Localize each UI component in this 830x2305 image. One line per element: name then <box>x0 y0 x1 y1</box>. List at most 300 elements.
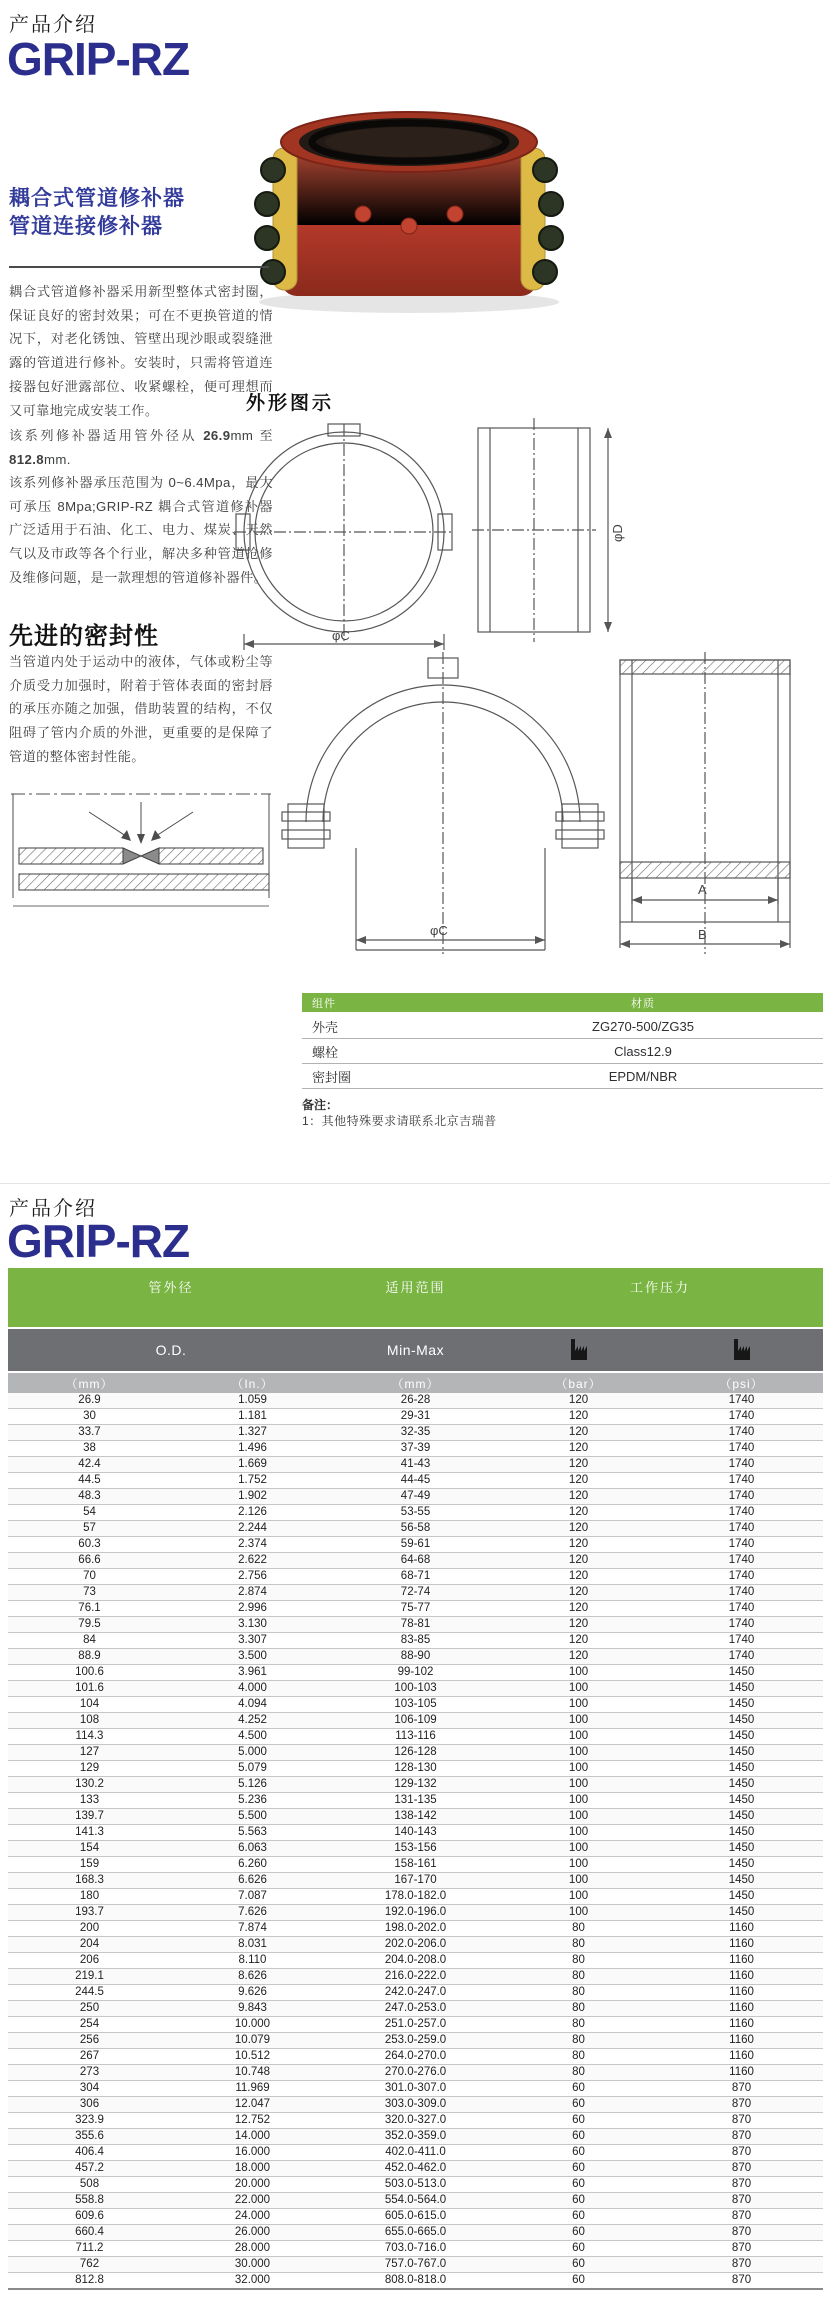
spec-cell-od-mm: 54 <box>8 1505 171 1521</box>
spec-cell-od-in: 2.622 <box>171 1553 334 1569</box>
spec-cell-od-in: 28.000 <box>171 2241 334 2257</box>
product-subtitle <box>9 185 273 241</box>
spec-row <box>8 1793 823 1809</box>
spec-row <box>8 2017 823 2033</box>
spec-row <box>8 1857 823 1873</box>
spec-row <box>8 1649 823 1665</box>
spec-cell-bar: 120 <box>497 1521 660 1537</box>
material-component-cell: 密封圈 <box>302 1064 463 1089</box>
spec-cell-psi: 1450 <box>660 1809 823 1825</box>
spec-cell-range: 303.0-309.0 <box>334 2097 497 2113</box>
spec-cell-bar: 100 <box>497 1905 660 1921</box>
spec-cell-od-mm: 812.8 <box>8 2273 171 2290</box>
spec-cell-od-mm: 66.6 <box>8 1553 171 1569</box>
spec-cell-psi: 1740 <box>660 1521 823 1537</box>
spec-row <box>8 1921 823 1937</box>
spec-cell-psi: 870 <box>660 2273 823 2290</box>
spec-sub-range: Min-Max <box>334 1328 497 1372</box>
spec-cell-range: 216.0-222.0 <box>334 1969 497 1985</box>
spec-cell-od-mm: 244.5 <box>8 1985 171 2001</box>
spec-cell-od-in: 5.500 <box>171 1809 334 1825</box>
spec-cell-bar: 100 <box>497 1777 660 1793</box>
spec-cell-bar: 60 <box>497 2145 660 2161</box>
spec-cell-range: 128-130 <box>334 1761 497 1777</box>
spec-row <box>8 2097 823 2113</box>
spec-cell-range: 503.0-513.0 <box>334 2177 497 2193</box>
spec-cell-od-in: 10.748 <box>171 2065 334 2081</box>
spec-cell-range: 131-135 <box>334 1793 497 1809</box>
spec-row <box>8 1393 823 1409</box>
spec-cell-range: 204.0-208.0 <box>334 1953 497 1969</box>
spec-cell-od-in: 5.236 <box>171 1793 334 1809</box>
spec-cell-bar: 60 <box>497 2081 660 2097</box>
spec-row <box>8 1841 823 1857</box>
materials-header-component: 组件 <box>302 993 463 1013</box>
spec-cell-od-mm: 250 <box>8 2001 171 2017</box>
spec-cell-bar: 120 <box>497 1633 660 1649</box>
spec-cell-od-in: 26.000 <box>171 2225 334 2241</box>
spec-cell-psi: 1740 <box>660 1649 823 1665</box>
spec-cell-od-in: 10.000 <box>171 2017 334 2033</box>
spec-cell-psi: 1450 <box>660 1713 823 1729</box>
spec-cell-od-mm: 323.9 <box>8 2113 171 2129</box>
spec-row <box>8 1809 823 1825</box>
spec-cell-bar: 60 <box>497 2129 660 2145</box>
page2-kicker: 产品介绍 <box>9 1198 97 1220</box>
spec-cell-psi: 1740 <box>660 1473 823 1489</box>
spec-cell-psi: 1740 <box>660 1617 823 1633</box>
spec-cell-bar: 120 <box>497 1617 660 1633</box>
spec-cell-range: 140-143 <box>334 1825 497 1841</box>
spec-cell-od-mm: 762 <box>8 2257 171 2273</box>
spec-cell-psi: 870 <box>660 2225 823 2241</box>
spec-cell-od-in: 1.327 <box>171 1425 334 1441</box>
spec-cell-bar: 100 <box>497 1729 660 1745</box>
outline-section-title: 外形图示 <box>246 393 335 414</box>
spec-cell-od-in: 5.079 <box>171 1761 334 1777</box>
size-range-text-3: mm. <box>44 451 71 467</box>
spec-row <box>8 2209 823 2225</box>
spec-cell-bar: 100 <box>497 1793 660 1809</box>
spec-cell-range: 59-61 <box>334 1537 497 1553</box>
spec-cell-od-in: 1.059 <box>171 1393 334 1409</box>
spec-cell-range: 47-49 <box>334 1489 497 1505</box>
spec-cell-range: 99-102 <box>334 1665 497 1681</box>
spec-cell-od-mm: 154 <box>8 1841 171 1857</box>
product-photo <box>243 86 575 318</box>
pressure-icon <box>731 1336 753 1361</box>
spec-cell-psi: 1740 <box>660 1489 823 1505</box>
spec-cell-od-mm: 193.7 <box>8 1905 171 1921</box>
spec-cell-psi: 1160 <box>660 1937 823 1953</box>
spec-cell-range: 41-43 <box>334 1457 497 1473</box>
pressure-paragraph: 该系列修补器承压范围为 0~6.4Mpa，最大可承压 8Mpa;GRIP-RZ 耦合式管道修补器广泛适用于石油、化工、电力、煤炭、天然气以及市政等各个行业，解决多种管道抢修及维修问题，是一款理想的管道修补器件。 <box>9 475 273 585</box>
spec-unit-bar: （bar） <box>497 1372 660 1393</box>
spec-cell-range: 29-31 <box>334 1409 497 1425</box>
spec-cell-od-in: 6.626 <box>171 1873 334 1889</box>
spec-cell-od-mm: 200 <box>8 1921 171 1937</box>
spec-cell-od-in: 8.626 <box>171 1969 334 1985</box>
spec-cell-od-in: 32.000 <box>171 2273 334 2290</box>
spec-cell-psi: 870 <box>660 2193 823 2209</box>
spec-row <box>8 1617 823 1633</box>
spec-cell-psi: 1160 <box>660 2065 823 2081</box>
spec-group-pressure: 工作压力 <box>497 1268 823 1328</box>
spec-cell-bar: 80 <box>497 1937 660 1953</box>
spec-row <box>8 2065 823 2081</box>
spec-cell-bar: 100 <box>497 1825 660 1841</box>
dim-label-phi-c-2: φC <box>430 923 448 938</box>
spec-cell-bar: 120 <box>497 1601 660 1617</box>
spec-row <box>8 1569 823 1585</box>
spec-cell-od-mm: 306 <box>8 2097 171 2113</box>
spec-row <box>8 1665 823 1681</box>
spec-cell-od-mm: 219.1 <box>8 1969 171 1985</box>
spec-row <box>8 1457 823 1473</box>
spec-sub-header-row <box>8 1328 823 1372</box>
spec-cell-bar: 60 <box>497 2113 660 2129</box>
spec-group-header-row <box>8 1268 823 1328</box>
spec-row <box>8 1601 823 1617</box>
spec-cell-od-mm: 30 <box>8 1409 171 1425</box>
spec-row <box>8 1873 823 1889</box>
spec-row <box>8 1505 823 1521</box>
size-range-text-2: mm 至 <box>230 428 273 443</box>
spec-cell-psi: 1740 <box>660 1441 823 1457</box>
spec-cell-od-in: 8.031 <box>171 1937 334 1953</box>
spec-cell-range: 64-68 <box>334 1553 497 1569</box>
intro-paragraph: 耦合式管道修补器采用新型整体式密封圈，保证良好的密封效果；可在不更换管道的情况下，对老化锈蚀、管壁出现沙眼或裂缝泄露的管道进行修补。安装时，只需将管道连接器包好泄露部位、收紧螺栓，便可理想而又可靠地完成安装工作。 <box>9 284 273 418</box>
spec-cell-od-mm: 254 <box>8 2017 171 2033</box>
spec-cell-bar: 100 <box>497 1841 660 1857</box>
spec-cell-od-in: 2.374 <box>171 1537 334 1553</box>
spec-row <box>8 2001 823 2017</box>
spec-cell-range: 452.0-462.0 <box>334 2161 497 2177</box>
spec-cell-range: 320.0-327.0 <box>334 2113 497 2129</box>
seal-section-title: 先进的密封性 <box>9 623 159 650</box>
spec-cell-bar: 120 <box>497 1409 660 1425</box>
outline-drawing-top <box>228 412 628 668</box>
page1-kicker: 产品介绍 <box>9 14 97 36</box>
spec-cell-range: 138-142 <box>334 1809 497 1825</box>
spec-cell-range: 242.0-247.0 <box>334 1985 497 2001</box>
spec-cell-psi: 1450 <box>660 1905 823 1921</box>
spec-cell-range: 44-45 <box>334 1473 497 1489</box>
spec-row <box>8 2177 823 2193</box>
spec-cell-od-mm: 457.2 <box>8 2161 171 2177</box>
material-component-cell: 螺栓 <box>302 1039 463 1064</box>
spec-cell-psi: 870 <box>660 2177 823 2193</box>
spec-cell-bar: 80 <box>497 2049 660 2065</box>
spec-cell-od-in: 4.252 <box>171 1713 334 1729</box>
spec-cell-psi: 1450 <box>660 1697 823 1713</box>
spec-cell-psi: 1450 <box>660 1665 823 1681</box>
spec-cell-od-mm: 57 <box>8 1521 171 1537</box>
spec-cell-od-in: 16.000 <box>171 2145 334 2161</box>
spec-unit-od-mm: （mm） <box>8 1372 171 1393</box>
page2-brand-title: GRIP-RZ <box>7 1215 190 1267</box>
spec-row <box>8 1585 823 1601</box>
spec-cell-od-in: 5.000 <box>171 1745 334 1761</box>
spec-row <box>8 1745 823 1761</box>
spec-cell-bar: 60 <box>497 2225 660 2241</box>
spec-cell-range: 253.0-259.0 <box>334 2033 497 2049</box>
spec-cell-range: 153-156 <box>334 1841 497 1857</box>
spec-cell-od-in: 3.961 <box>171 1665 334 1681</box>
size-range-max: 812.8 <box>9 451 45 467</box>
spec-cell-range: 37-39 <box>334 1441 497 1457</box>
spec-cell-bar: 80 <box>497 2017 660 2033</box>
spec-cell-psi: 870 <box>660 2241 823 2257</box>
spec-cell-od-in: 9.626 <box>171 1985 334 2001</box>
spec-cell-bar: 120 <box>497 1425 660 1441</box>
spec-cell-range: 78-81 <box>334 1617 497 1633</box>
spec-row <box>8 1985 823 2001</box>
spec-cell-od-in: 30.000 <box>171 2257 334 2273</box>
size-range-text-1: 该系列修补器适用管外径从 <box>9 428 204 443</box>
spec-cell-od-mm: 38 <box>8 1441 171 1457</box>
spec-group-od: 管外径 <box>8 1268 334 1328</box>
spec-cell-od-mm: 133 <box>8 1793 171 1809</box>
spec-cell-od-in: 2.756 <box>171 1569 334 1585</box>
spec-cell-range: 757.0-767.0 <box>334 2257 497 2273</box>
spec-cell-bar: 100 <box>497 1665 660 1681</box>
materials-note-title: 备注： <box>302 1098 339 1112</box>
spec-cell-bar: 80 <box>497 1969 660 1985</box>
spec-cell-bar: 80 <box>497 2033 660 2049</box>
spec-cell-bar: 120 <box>497 1569 660 1585</box>
spec-cell-od-mm: 508 <box>8 2177 171 2193</box>
spec-cell-psi: 1450 <box>660 1777 823 1793</box>
spec-cell-psi: 1740 <box>660 1393 823 1409</box>
spec-cell-od-mm: 168.3 <box>8 1873 171 1889</box>
spec-cell-od-mm: 711.2 <box>8 2241 171 2257</box>
spec-cell-od-in: 4.094 <box>171 1697 334 1713</box>
spec-cell-psi: 1160 <box>660 1985 823 2001</box>
spec-cell-bar: 100 <box>497 1873 660 1889</box>
spec-cell-psi: 1160 <box>660 1921 823 1937</box>
spec-cell-od-mm: 84 <box>8 1633 171 1649</box>
spec-row <box>8 1521 823 1537</box>
spec-cell-bar: 60 <box>497 2241 660 2257</box>
spec-row <box>8 1937 823 1953</box>
spec-cell-psi: 1160 <box>660 2049 823 2065</box>
materials-header-material: 材质 <box>463 993 823 1013</box>
spec-cell-od-mm: 304 <box>8 2081 171 2097</box>
spec-cell-bar: 60 <box>497 2177 660 2193</box>
spec-cell-bar: 120 <box>497 1473 660 1489</box>
spec-row <box>8 1777 823 1793</box>
spec-cell-bar: 60 <box>497 2209 660 2225</box>
spec-cell-od-in: 10.512 <box>171 2049 334 2065</box>
spec-cell-od-in: 12.047 <box>171 2097 334 2113</box>
spec-cell-range: 178.0-182.0 <box>334 1889 497 1905</box>
spec-cell-od-mm: 660.4 <box>8 2225 171 2241</box>
spec-cell-range: 192.0-196.0 <box>334 1905 497 1921</box>
spec-cell-psi: 1450 <box>660 1745 823 1761</box>
spec-cell-psi: 1450 <box>660 1873 823 1889</box>
spec-cell-psi: 1450 <box>660 1857 823 1873</box>
spec-cell-od-in: 3.500 <box>171 1649 334 1665</box>
spec-unit-od-in: （In.） <box>171 1372 334 1393</box>
spec-cell-psi: 1160 <box>660 1953 823 1969</box>
spec-cell-bar: 100 <box>497 1857 660 1873</box>
spec-cell-range: 68-71 <box>334 1569 497 1585</box>
spec-cell-range: 158-161 <box>334 1857 497 1873</box>
spec-cell-bar: 120 <box>497 1457 660 1473</box>
spec-sub-od: O.D. <box>8 1328 334 1372</box>
spec-row <box>8 2081 823 2097</box>
spec-cell-psi: 870 <box>660 2209 823 2225</box>
spec-row <box>8 1889 823 1905</box>
spec-cell-bar: 100 <box>497 1761 660 1777</box>
spec-cell-psi: 1450 <box>660 1889 823 1905</box>
spec-cell-range: 167-170 <box>334 1873 497 1889</box>
spec-cell-range: 53-55 <box>334 1505 497 1521</box>
spec-cell-od-mm: 273 <box>8 2065 171 2081</box>
materials-note-item: 1：其他特殊要求请联系北京吉瑞普 <box>302 1114 497 1128</box>
spec-row <box>8 1489 823 1505</box>
spec-cell-psi: 1450 <box>660 1825 823 1841</box>
spec-cell-od-in: 11.969 <box>171 2081 334 2097</box>
spec-cell-psi: 1160 <box>660 2001 823 2017</box>
spec-cell-od-mm: 114.3 <box>8 1729 171 1745</box>
material-value-cell: Class12.9 <box>463 1039 823 1064</box>
spec-cell-psi: 870 <box>660 2113 823 2129</box>
spec-row <box>8 1681 823 1697</box>
spec-cell-range: 554.0-564.0 <box>334 2193 497 2209</box>
spec-cell-od-mm: 159 <box>8 1857 171 1873</box>
spec-cell-od-mm: 101.6 <box>8 1681 171 1697</box>
spec-cell-range: 113-116 <box>334 1729 497 1745</box>
pressure-icon <box>568 1336 590 1361</box>
spec-cell-range: 808.0-818.0 <box>334 2273 497 2290</box>
spec-cell-bar: 60 <box>497 2161 660 2177</box>
spec-cell-bar: 120 <box>497 1553 660 1569</box>
spec-cell-psi: 1450 <box>660 1841 823 1857</box>
spec-row <box>8 1409 823 1425</box>
spec-row <box>8 2129 823 2145</box>
spec-cell-range: 605.0-615.0 <box>334 2209 497 2225</box>
spec-cell-od-mm: 79.5 <box>8 1617 171 1633</box>
spec-cell-psi: 1450 <box>660 1761 823 1777</box>
material-component-cell: 外壳 <box>302 1013 463 1039</box>
spec-row <box>8 1825 823 1841</box>
materials-header-row <box>302 993 823 1013</box>
spec-row <box>8 2225 823 2241</box>
spec-cell-od-mm: 33.7 <box>8 1425 171 1441</box>
spec-row <box>8 1473 823 1489</box>
spec-cell-od-mm: 26.9 <box>8 1393 171 1409</box>
spec-cell-od-in: 5.563 <box>171 1825 334 1841</box>
spec-cell-od-in: 4.000 <box>171 1681 334 1697</box>
spec-cell-od-mm: 558.8 <box>8 2193 171 2209</box>
spec-cell-od-mm: 609.6 <box>8 2209 171 2225</box>
spec-cell-bar: 100 <box>497 1697 660 1713</box>
spec-cell-bar: 80 <box>497 1921 660 1937</box>
material-value-cell: EPDM/NBR <box>463 1064 823 1089</box>
spec-cell-od-mm: 180 <box>8 1889 171 1905</box>
spec-cell-od-mm: 206 <box>8 1953 171 1969</box>
spec-cell-range: 202.0-206.0 <box>334 1937 497 1953</box>
spec-cell-od-in: 1.496 <box>171 1441 334 1457</box>
product-subtitle-line1: 耦合式管道修补器 <box>9 187 185 210</box>
spec-cell-od-mm: 42.4 <box>8 1457 171 1473</box>
spec-cell-range: 264.0-270.0 <box>334 2049 497 2065</box>
spec-cell-psi: 1740 <box>660 1601 823 1617</box>
dim-label-b: B <box>698 927 707 942</box>
seal-paragraph: 当管道内处于运动中的液体，气体或粉尘等介质受力加强时，附着于管体表面的密封唇的承压亦随之加强，借助装置的结构，不仅阻碍了管内介质的外泄，更重要的是保障了管道的整体密封性能。 <box>9 654 273 764</box>
spec-cell-od-mm: 141.3 <box>8 1825 171 1841</box>
spec-cell-od-in: 4.500 <box>171 1729 334 1745</box>
dim-label-a: A <box>698 882 707 897</box>
spec-cell-psi: 870 <box>660 2129 823 2145</box>
spec-row <box>8 2161 823 2177</box>
spec-row <box>8 1697 823 1713</box>
spec-cell-range: 32-35 <box>334 1425 497 1441</box>
spec-cell-psi: 1740 <box>660 1425 823 1441</box>
spec-cell-od-in: 3.130 <box>171 1617 334 1633</box>
spec-row <box>8 1969 823 1985</box>
page1-brand-title: GRIP-RZ <box>7 33 190 85</box>
spec-row <box>8 2033 823 2049</box>
spec-cell-od-mm: 76.1 <box>8 1601 171 1617</box>
spec-cell-od-in: 6.063 <box>171 1841 334 1857</box>
spec-row <box>8 2273 823 2290</box>
spec-row <box>8 1713 823 1729</box>
spec-cell-od-in: 22.000 <box>171 2193 334 2209</box>
spec-cell-psi: 1160 <box>660 1969 823 1985</box>
spec-cell-range: 655.0-665.0 <box>334 2225 497 2241</box>
spec-cell-od-mm: 100.6 <box>8 1665 171 1681</box>
spec-cell-od-mm: 70 <box>8 1569 171 1585</box>
spec-group-range: 适用范围 <box>334 1268 497 1328</box>
spec-cell-psi: 1740 <box>660 1633 823 1649</box>
spec-cell-od-in: 2.126 <box>171 1505 334 1521</box>
spec-cell-od-mm: 88.9 <box>8 1649 171 1665</box>
spec-cell-od-in: 1.181 <box>171 1409 334 1425</box>
spec-cell-psi: 1740 <box>660 1569 823 1585</box>
spec-cell-od-mm: 267 <box>8 2049 171 2065</box>
spec-cell-range: 129-132 <box>334 1777 497 1793</box>
spec-cell-range: 103-105 <box>334 1697 497 1713</box>
spec-unit-range-mm: （mm） <box>334 1372 497 1393</box>
spec-pressure-bar-header <box>497 1328 660 1372</box>
spec-cell-od-mm: 104 <box>8 1697 171 1713</box>
outline-drawing-bottom <box>228 652 823 970</box>
spec-row <box>8 2241 823 2257</box>
spec-cell-od-mm: 406.4 <box>8 2145 171 2161</box>
spec-cell-range: 75-77 <box>334 1601 497 1617</box>
material-value-cell: ZG270-500/ZG35 <box>463 1013 823 1039</box>
spec-cell-range: 100-103 <box>334 1681 497 1697</box>
spec-cell-bar: 60 <box>497 2273 660 2290</box>
spec-cell-od-mm: 355.6 <box>8 2129 171 2145</box>
spec-cell-od-mm: 73 <box>8 1585 171 1601</box>
spec-cell-od-in: 3.307 <box>171 1633 334 1649</box>
spec-cell-bar: 60 <box>497 2193 660 2209</box>
spec-cell-od-mm: 139.7 <box>8 1809 171 1825</box>
spec-cell-bar: 100 <box>497 1889 660 1905</box>
spec-cell-bar: 80 <box>497 1953 660 1969</box>
spec-cell-bar: 100 <box>497 1713 660 1729</box>
spec-cell-bar: 80 <box>497 2065 660 2081</box>
spec-cell-range: 56-58 <box>334 1521 497 1537</box>
spec-cell-range: 703.0-716.0 <box>334 2241 497 2257</box>
spec-row <box>8 1425 823 1441</box>
page-divider <box>0 1183 830 1184</box>
spec-table <box>8 1268 823 2290</box>
